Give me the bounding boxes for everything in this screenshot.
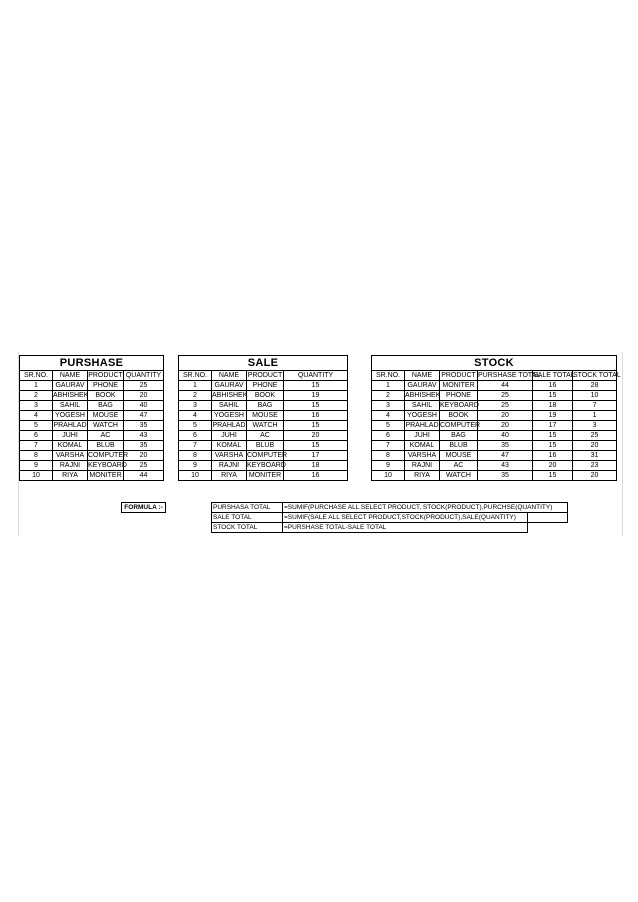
formula-name-cell[interactable]: PURSHASA TOTAL xyxy=(212,503,283,513)
cell[interactable]: 31 xyxy=(573,451,617,461)
cell[interactable]: SAHIL xyxy=(212,401,247,411)
cell[interactable]: 43 xyxy=(124,431,164,441)
cell[interactable]: 10 xyxy=(372,471,405,481)
cell[interactable]: ABHISHEK xyxy=(212,392,248,399)
cell[interactable]: 15 xyxy=(284,421,348,431)
table-row xyxy=(372,411,617,421)
cell[interactable]: GAURAV xyxy=(53,381,88,391)
cell[interactable]: 3 xyxy=(20,401,53,411)
cell[interactable]: 8 xyxy=(372,451,405,461)
cell[interactable]: 40 xyxy=(124,401,164,411)
cell[interactable]: 20 xyxy=(573,471,617,481)
cell[interactable]: 7 xyxy=(372,441,405,451)
cell[interactable]: 40 xyxy=(478,431,533,441)
cell[interactable]: 16 xyxy=(533,381,573,391)
header-cell[interactable]: PRODUCT xyxy=(441,372,476,379)
cell[interactable]: BLUB xyxy=(88,441,124,451)
cell[interactable]: BAG xyxy=(247,401,284,411)
table-row xyxy=(179,391,348,401)
cell[interactable]: KOMAL xyxy=(405,441,440,451)
cell[interactable]: 6 xyxy=(179,431,212,441)
formula-expr-cell[interactable]: =PURSHASE TOTAL-SALE TOTAL xyxy=(283,523,528,533)
cell[interactable]: 25 xyxy=(124,381,164,391)
cell[interactable]: RIYA xyxy=(212,471,247,481)
cell[interactable]: KEYBOARD xyxy=(440,402,479,409)
cell[interactable]: ABHISHEK xyxy=(405,392,441,399)
cell[interactable]: PRAHLAD xyxy=(53,422,87,429)
cell[interactable]: WATCH xyxy=(440,471,478,481)
cell[interactable]: BOOK xyxy=(440,411,478,421)
cell[interactable]: MOUSE xyxy=(247,411,284,421)
blank-area xyxy=(528,523,568,533)
formula-name-cell[interactable]: STOCK TOTAL xyxy=(212,523,283,533)
cell[interactable]: SAHIL xyxy=(405,401,440,411)
header-cell[interactable]: PRODUCT xyxy=(88,372,123,379)
cell[interactable]: 19 xyxy=(533,411,573,421)
table-row xyxy=(372,401,617,411)
cell[interactable]: 10 xyxy=(573,391,617,401)
table-row xyxy=(179,421,348,431)
table-row xyxy=(372,471,617,481)
cell[interactable]: AC xyxy=(88,431,124,441)
table-row xyxy=(20,411,164,421)
cell[interactable]: 25 xyxy=(573,431,617,441)
cell[interactable]: 44 xyxy=(124,471,164,481)
cell[interactable]: 1 xyxy=(573,411,617,421)
formula-table xyxy=(211,502,568,533)
cell[interactable]: 9 xyxy=(179,461,212,471)
cell[interactable]: PRAHLAD xyxy=(212,422,246,429)
cell[interactable]: GAURAV xyxy=(405,381,440,391)
cell[interactable]: SAHIL xyxy=(53,401,88,411)
header-cell[interactable]: SR.NO. xyxy=(372,371,405,381)
cell[interactable]: 16 xyxy=(284,471,348,481)
cell[interactable]: PRAHLAD xyxy=(405,422,439,429)
header-cell[interactable]: SR.NO. xyxy=(179,371,212,381)
cell[interactable]: 2 xyxy=(179,391,212,401)
cell[interactable]: 6 xyxy=(20,431,53,441)
cell[interactable]: 16 xyxy=(284,411,348,421)
cell[interactable]: 15 xyxy=(284,381,348,391)
cell[interactable]: MONITER xyxy=(89,472,122,479)
cell[interactable]: 20 xyxy=(284,431,348,441)
stock-title: STOCK xyxy=(372,356,617,371)
formula-row xyxy=(212,513,568,523)
table-row xyxy=(372,451,617,461)
header-cell[interactable]: SALE TOTAL xyxy=(533,372,575,379)
stock-table xyxy=(371,355,621,481)
cell[interactable]: 5 xyxy=(372,421,405,431)
cell[interactable]: GAURAV xyxy=(212,381,247,391)
cell[interactable]: 1 xyxy=(372,381,405,391)
cell[interactable]: 19 xyxy=(284,391,348,401)
cell[interactable]: 3 xyxy=(573,421,617,431)
cell[interactable]: 7 xyxy=(573,401,617,411)
cell[interactable]: 35 xyxy=(124,421,164,431)
header-cell[interactable]: SR.NO. xyxy=(20,371,53,381)
cell[interactable]: BAG xyxy=(88,401,124,411)
header-cell[interactable]: QUANTITY xyxy=(124,371,164,381)
cell[interactable]: BOOK xyxy=(88,391,124,401)
table-row xyxy=(20,401,164,411)
formula-name-cell[interactable]: SALE TOTAL xyxy=(212,513,283,523)
cell[interactable]: 17 xyxy=(284,451,348,461)
cell[interactable]: KOMAL xyxy=(53,441,88,451)
cell[interactable]: 20 xyxy=(573,441,617,451)
table-row xyxy=(20,451,164,461)
cell[interactable]: AC xyxy=(247,431,284,441)
cell[interactable]: 7 xyxy=(20,441,53,451)
cell[interactable]: 17 xyxy=(533,421,573,431)
cell[interactable]: MOUSE xyxy=(88,411,124,421)
cell[interactable]: 3 xyxy=(179,401,212,411)
cell[interactable]: 15 xyxy=(284,401,348,411)
cell[interactable]: COMPUTER xyxy=(88,452,129,459)
purchase-title: PURSHASE xyxy=(20,356,164,371)
cell[interactable]: 9 xyxy=(372,461,405,471)
cell[interactable]: ABHISHEK xyxy=(53,392,89,399)
formula-label[interactable]: FORMULA :- xyxy=(121,502,166,513)
cell[interactable]: JUHI xyxy=(53,431,88,441)
header-cell[interactable]: PURSHASE TOTAL xyxy=(478,372,541,379)
cell[interactable]: VARSHA xyxy=(53,451,88,461)
cell[interactable]: 8 xyxy=(179,451,212,461)
cell[interactable]: 35 xyxy=(478,471,533,481)
sale-header-row xyxy=(179,371,348,381)
gridline-right xyxy=(622,352,623,536)
table-row xyxy=(20,431,164,441)
table-row xyxy=(179,451,348,461)
empty-cell[interactable] xyxy=(528,513,568,523)
cell[interactable]: BOOK xyxy=(247,391,284,401)
cell[interactable]: YOGESH xyxy=(53,411,88,421)
cell[interactable]: MOUSE xyxy=(440,451,478,461)
cell[interactable]: 6 xyxy=(372,431,405,441)
cell[interactable]: 4 xyxy=(372,411,405,421)
cell[interactable]: 15 xyxy=(533,441,573,451)
cell[interactable]: BAG xyxy=(440,431,478,441)
cell[interactable]: RIYA xyxy=(405,471,440,481)
header-cell[interactable]: QUANTITY xyxy=(284,371,348,381)
cell[interactable]: 20 xyxy=(478,421,533,431)
table-row xyxy=(179,411,348,421)
purchase-table xyxy=(19,355,164,481)
table-row xyxy=(372,441,617,451)
table-row xyxy=(372,461,617,471)
cell[interactable]: RAJNI xyxy=(53,461,88,471)
cell[interactable]: VARSHA xyxy=(405,451,440,461)
cell[interactable]: RAJNI xyxy=(212,461,247,471)
cell[interactable]: 25 xyxy=(478,401,533,411)
cell[interactable]: 20 xyxy=(124,451,164,461)
table-row xyxy=(179,381,348,391)
cell[interactable]: PHONE xyxy=(88,381,124,391)
cell[interactable]: COMPUTER xyxy=(440,422,481,429)
sale-title: SALE xyxy=(179,356,348,371)
cell[interactable]: YOGESH xyxy=(405,411,440,421)
cell[interactable]: KOMAL xyxy=(212,441,247,451)
cell[interactable]: 7 xyxy=(179,441,212,451)
cell[interactable]: JUHI xyxy=(405,431,440,441)
table-row xyxy=(20,381,164,391)
table-row xyxy=(179,431,348,441)
sale-table xyxy=(178,355,348,481)
formula-expr-cell[interactable]: =SUMIF(PURCHASE ALL SELECT PRODUCT, STOCK(PRODUCT),PURCHSE(QUANTITY) xyxy=(283,503,568,513)
cell[interactable]: MONITER xyxy=(247,471,284,481)
cell[interactable]: 28 xyxy=(573,381,617,391)
cell[interactable]: 5 xyxy=(20,421,53,431)
cell[interactable]: 10 xyxy=(20,471,53,481)
cell[interactable]: 15 xyxy=(533,391,573,401)
table-row xyxy=(20,461,164,471)
cell[interactable]: 9 xyxy=(20,461,53,471)
header-cell[interactable]: NAME xyxy=(405,371,440,381)
cell[interactable]: 20 xyxy=(124,391,164,401)
purchase-header-row xyxy=(20,371,164,381)
table-row xyxy=(179,461,348,471)
cell[interactable]: PHONE xyxy=(440,391,478,401)
cell[interactable]: 18 xyxy=(533,401,573,411)
cell[interactable]: COMPUTER xyxy=(247,452,288,459)
table-row xyxy=(20,391,164,401)
cell[interactable]: 20 xyxy=(478,411,533,421)
formula-row xyxy=(212,503,568,513)
cell[interactable]: 47 xyxy=(124,411,164,421)
table-row xyxy=(372,391,617,401)
cell[interactable]: 5 xyxy=(179,421,212,431)
header-cell[interactable]: STOCK TOTAL xyxy=(573,372,621,379)
header-cell[interactable]: PRODUCT xyxy=(247,372,283,379)
cell[interactable]: 25 xyxy=(124,461,164,471)
cell[interactable]: 16 xyxy=(533,451,573,461)
cell[interactable]: 3 xyxy=(372,401,405,411)
formula-expr-cell[interactable]: =SUMIF(SALE ALL SELECT PRODUCT,STOCK(PRODUCT),SALE(QUANTITY) xyxy=(283,513,528,523)
table-row xyxy=(179,471,348,481)
stock-header-row xyxy=(372,371,617,381)
cell[interactable]: AC xyxy=(440,461,478,471)
cell[interactable]: 4 xyxy=(20,411,53,421)
cell[interactable]: 35 xyxy=(478,441,533,451)
cell[interactable]: PHONE xyxy=(247,381,284,391)
cell[interactable]: 23 xyxy=(573,461,617,471)
table-row xyxy=(20,471,164,481)
cell[interactable]: 25 xyxy=(478,391,533,401)
cell[interactable]: BLUB xyxy=(247,441,284,451)
cell[interactable]: BLUB xyxy=(440,441,478,451)
table-row xyxy=(179,401,348,411)
cell[interactable]: 44 xyxy=(478,381,533,391)
cell[interactable]: 47 xyxy=(478,451,533,461)
cell[interactable]: 18 xyxy=(284,461,348,471)
cell[interactable]: 2 xyxy=(372,391,405,401)
cell[interactable]: 1 xyxy=(179,381,212,391)
table-row xyxy=(20,441,164,451)
cell[interactable]: 15 xyxy=(533,431,573,441)
cell[interactable]: WATCH xyxy=(88,421,124,431)
cell[interactable]: YOGESH xyxy=(212,411,247,421)
table-row xyxy=(20,421,164,431)
cell[interactable]: MONITER xyxy=(440,381,478,391)
cell[interactable]: 1 xyxy=(20,381,53,391)
cell[interactable]: WATCH xyxy=(247,421,284,431)
cell[interactable]: RAJNI xyxy=(405,461,440,471)
header-cell[interactable]: NAME xyxy=(53,371,88,381)
table-row xyxy=(179,441,348,451)
cell[interactable]: 15 xyxy=(284,441,348,451)
cell[interactable]: KEYBOARD xyxy=(247,462,286,469)
cell[interactable]: KEYBOARD xyxy=(88,462,127,469)
cell[interactable]: RIYA xyxy=(53,471,88,481)
table-row xyxy=(372,421,617,431)
cell[interactable]: 43 xyxy=(478,461,533,471)
formula-row xyxy=(212,523,568,533)
cell[interactable]: JUHI xyxy=(212,431,247,441)
cell[interactable]: 10 xyxy=(179,471,212,481)
cell[interactable]: VARSHA xyxy=(212,451,247,461)
cell[interactable]: 8 xyxy=(20,451,53,461)
cell[interactable]: 15 xyxy=(533,471,573,481)
cell[interactable]: 2 xyxy=(20,391,53,401)
table-row xyxy=(372,381,617,391)
cell[interactable]: 20 xyxy=(533,461,573,471)
header-cell[interactable]: NAME xyxy=(212,371,247,381)
table-row xyxy=(372,431,617,441)
cell[interactable]: 35 xyxy=(124,441,164,451)
cell[interactable]: 4 xyxy=(179,411,212,421)
